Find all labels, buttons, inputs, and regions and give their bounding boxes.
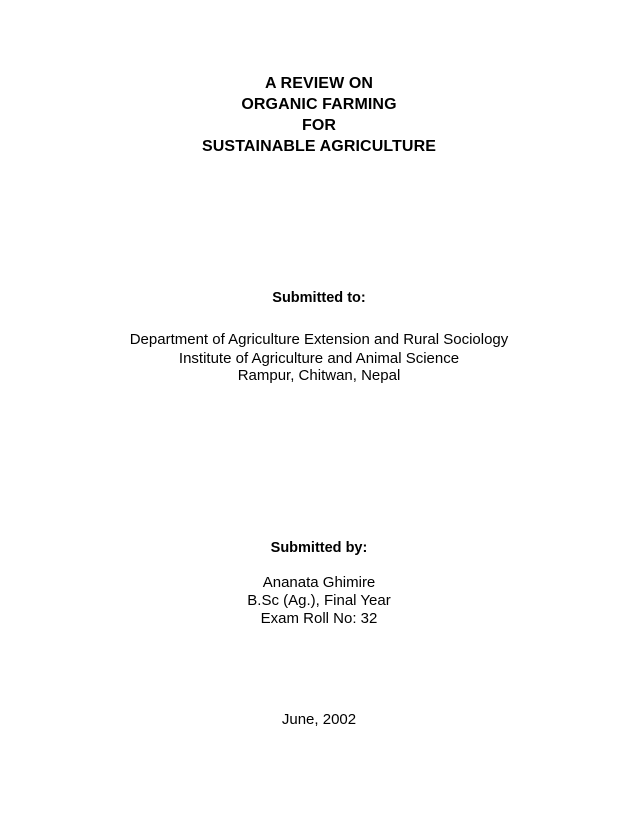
institute-name: Institute of Agriculture and Animal Science — [178, 350, 460, 367]
submission-date: June, 2002 — [281, 711, 357, 728]
author-roll-number: Exam Roll No: 32 — [260, 610, 378, 627]
author-degree: B.Sc (Ag.), Final Year — [247, 592, 391, 609]
author-name: Ananata Ghimire — [262, 574, 376, 591]
title-line-3: FOR — [301, 117, 337, 134]
department-name: Department of Agriculture Extension and Rural Sociology — [129, 331, 509, 348]
institute-location: Rampur, Chitwan, Nepal — [237, 367, 401, 384]
title-line-2: ORGANIC FARMING — [241, 96, 397, 113]
submitted-by-heading: Submitted by: — [270, 540, 368, 556]
submitted-to-heading: Submitted to: — [272, 290, 366, 306]
title-line-4: SUSTAINABLE AGRICULTURE — [202, 138, 436, 155]
title-line-1: A REVIEW ON — [264, 75, 374, 92]
